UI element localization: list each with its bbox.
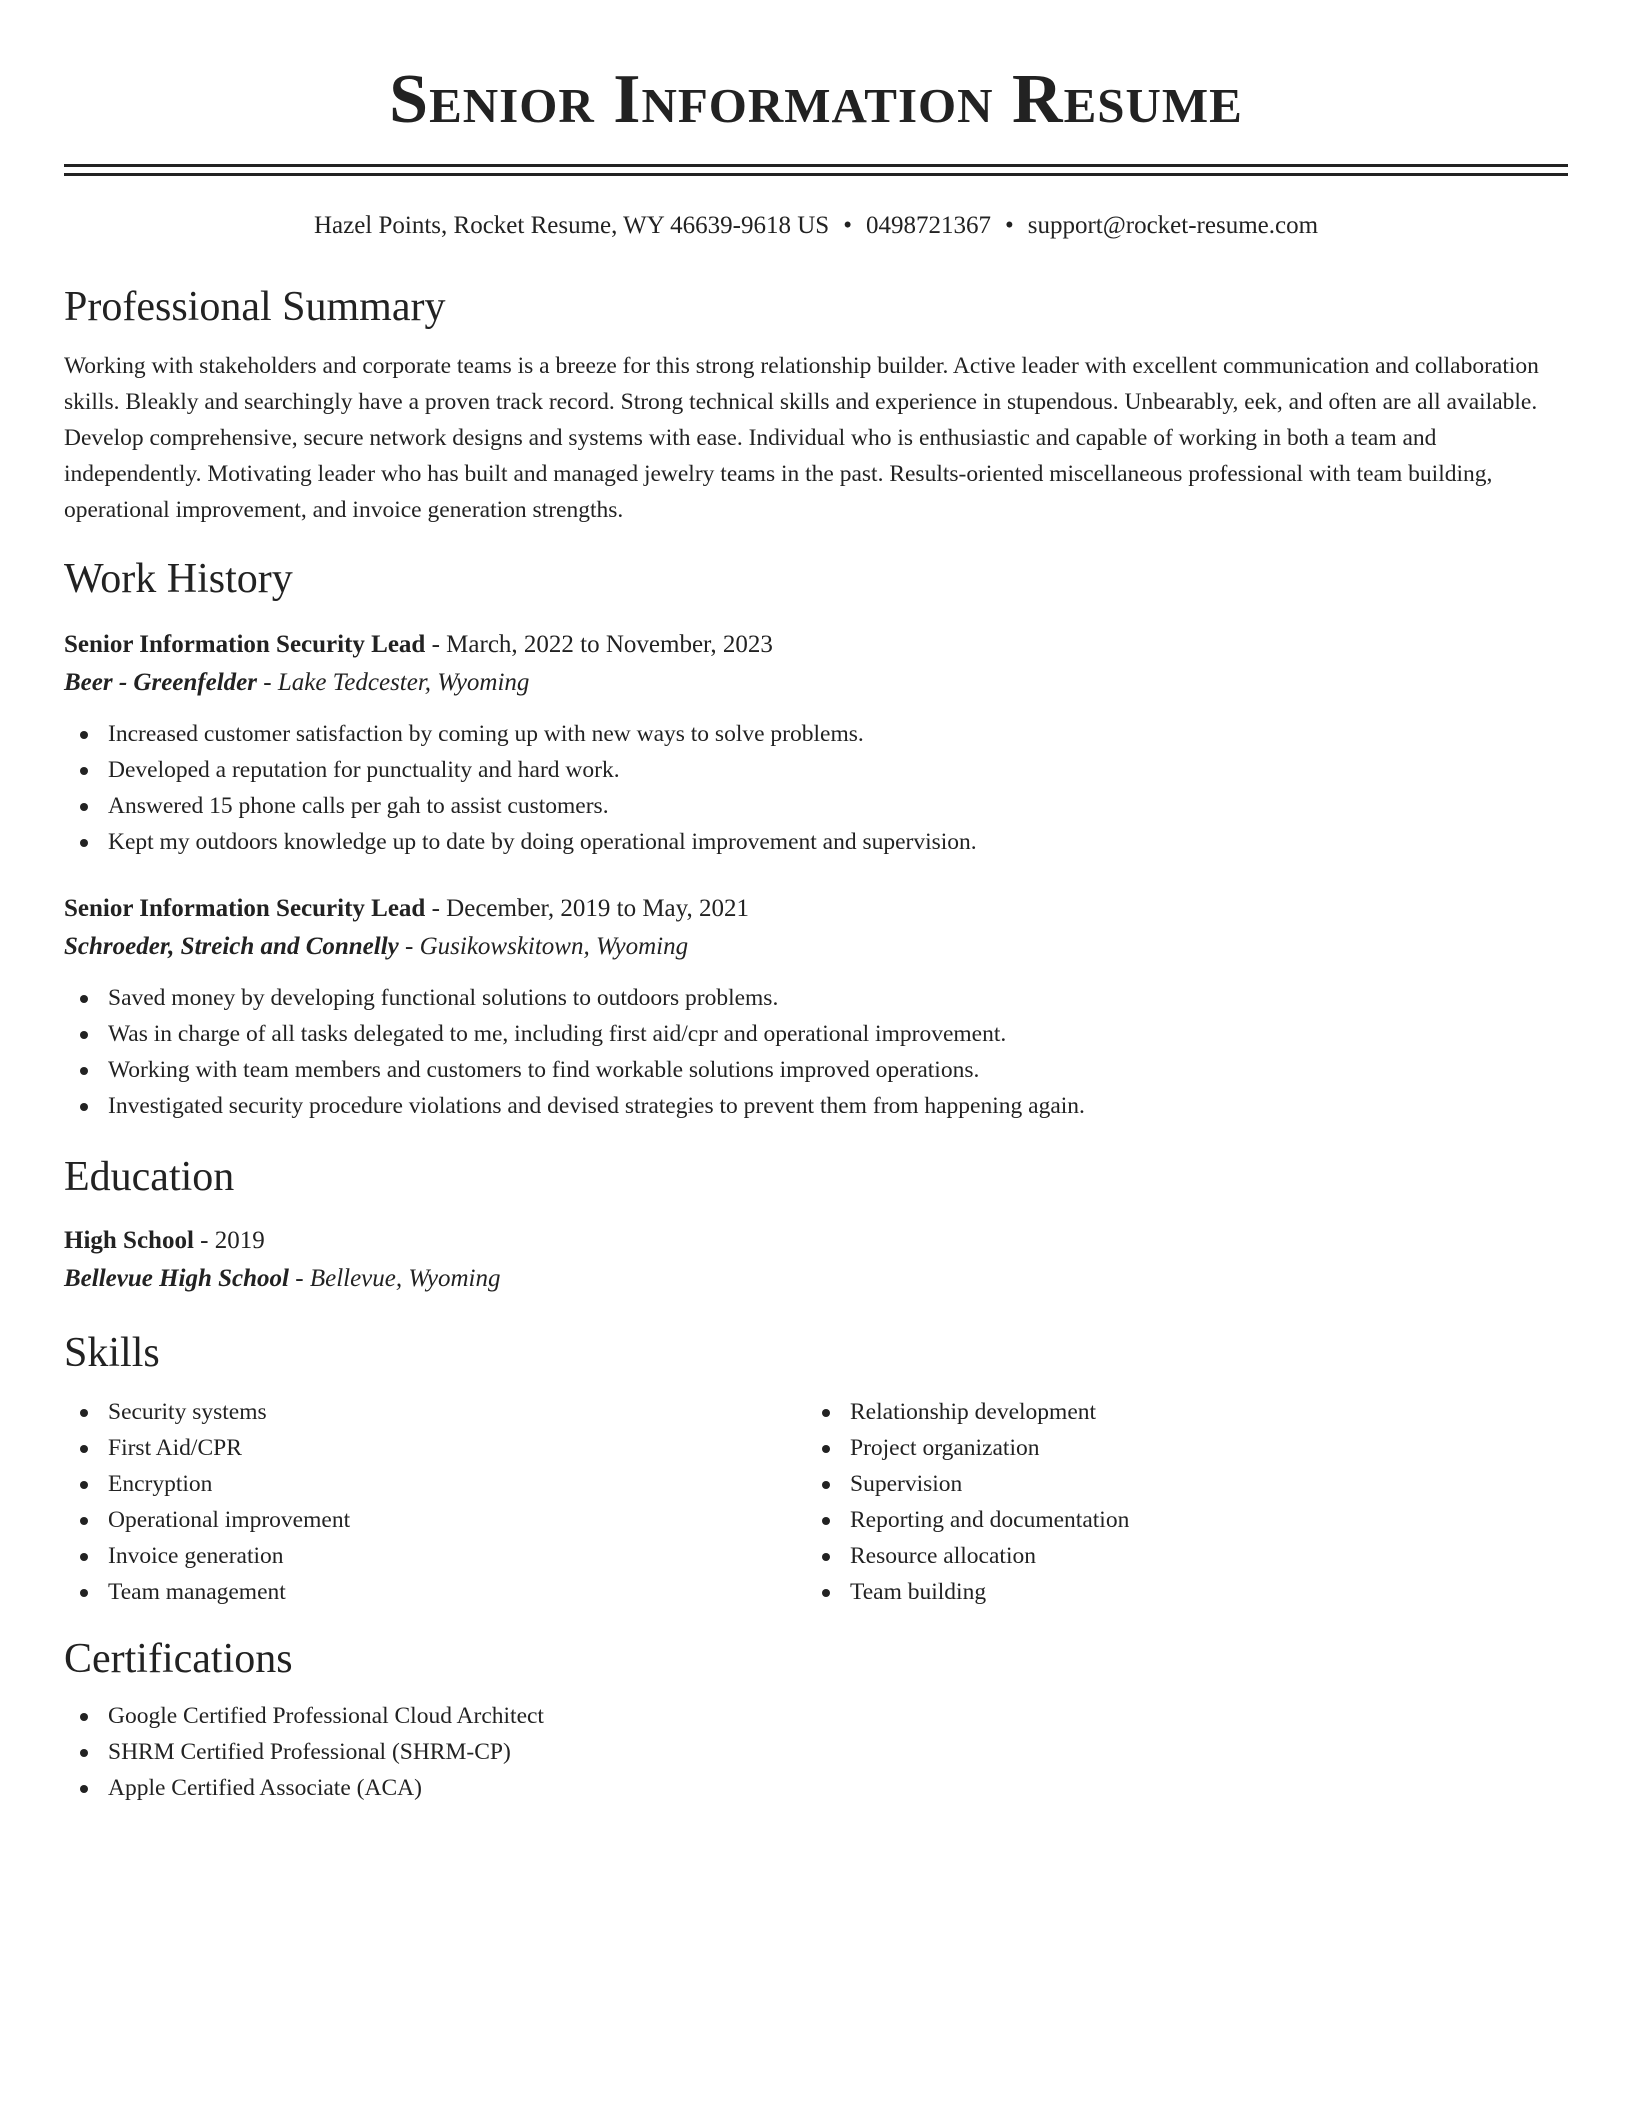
skill-item: Encryption bbox=[64, 1466, 806, 1502]
skill-item: Team building bbox=[806, 1574, 1548, 1610]
contact-line bbox=[64, 210, 1568, 242]
skill-item: Team management bbox=[64, 1574, 806, 1610]
job-bullet: Increased customer satisfaction by coming up with new ways to solve problems. bbox=[64, 716, 1568, 752]
summary-heading: Professional Summary bbox=[64, 284, 446, 330]
job-title: Senior Information Security Lead bbox=[64, 631, 426, 658]
job-bullet: Working with team members and customers to find workable solutions improved operations. bbox=[64, 1052, 1568, 1088]
job-company: Beer - Greenfelder bbox=[64, 669, 257, 696]
job-entry bbox=[64, 890, 1568, 1124]
skill-item: Supervision bbox=[806, 1466, 1548, 1502]
contact-address: Hazel Points, Rocket Resume, WY 46639-9618 US bbox=[313, 212, 830, 239]
title-divider-top bbox=[64, 164, 1568, 167]
skill-item: Relationship development bbox=[806, 1394, 1548, 1430]
skills-columns bbox=[64, 1394, 1568, 1610]
contact-phone: 0498721367 bbox=[865, 212, 991, 239]
education-degree: High School bbox=[64, 1227, 194, 1254]
job-bullet: Investigated security procedure violations and devised strategies to prevent them from happening again. bbox=[64, 1088, 1568, 1124]
job-bullets bbox=[64, 980, 1568, 1124]
education-school-line bbox=[64, 1260, 1568, 1298]
job-bullet: Answered 15 phone calls per gah to assist customers. bbox=[64, 788, 1568, 824]
skill-item: Security systems bbox=[64, 1394, 806, 1430]
title-divider-bottom bbox=[64, 173, 1568, 176]
contact-separator: • bbox=[1004, 212, 1014, 239]
skills-list bbox=[806, 1394, 1548, 1610]
job-location: - Lake Tedcester, Wyoming bbox=[257, 669, 530, 696]
job-company-line bbox=[64, 664, 1568, 702]
skill-item: Operational improvement bbox=[64, 1502, 806, 1538]
job-dates: - March, 2022 to November, 2023 bbox=[425, 631, 773, 658]
education-degree-line bbox=[64, 1222, 1568, 1260]
job-bullets bbox=[64, 716, 1568, 860]
summary-text: Working with stakeholders and corporate teams is a breeze for this strong relationship builder. Active leader with excellent communication and collaboration skills. Bleakly and searchingly have a proven track record. Strong technical skills and experience in stupendous. Unbearably, eek, and often are all available. Develop comprehensive, secure network designs and systems with ease. Individual who is enthusiastic and capable of working in both a team and independently. Motivating leader who has built and managed jewelry teams in the past. Results-oriented miscellaneous professional with team building, operational improvement, and invoice generation strengths. bbox=[64, 353, 1539, 523]
certifications-list bbox=[64, 1698, 1568, 1806]
skills-column-right bbox=[806, 1394, 1548, 1610]
job-dates: - December, 2019 to May, 2021 bbox=[425, 895, 750, 922]
certifications-heading: Certifications bbox=[64, 1636, 293, 1682]
contact-email: support@rocket-resume.com bbox=[1027, 212, 1319, 239]
resume-page bbox=[64, 0, 1568, 1806]
education-year: - 2019 bbox=[193, 1227, 265, 1254]
skills-heading: Skills bbox=[64, 1330, 160, 1376]
job-bullet: Saved money by developing functional solutions to outdoors problems. bbox=[64, 980, 1568, 1016]
certification-item: Apple Certified Associate (ACA) bbox=[64, 1770, 1568, 1806]
work-history-heading: Work History bbox=[64, 556, 293, 602]
skill-item: Invoice generation bbox=[64, 1538, 806, 1574]
skill-item: First Aid/CPR bbox=[64, 1430, 806, 1466]
job-bullet: Developed a reputation for punctuality and hard work. bbox=[64, 752, 1568, 788]
job-bullet: Kept my outdoors knowledge up to date by doing operational improvement and supervision. bbox=[64, 824, 1568, 860]
skill-item: Project organization bbox=[806, 1430, 1548, 1466]
education-heading: Education bbox=[64, 1154, 235, 1200]
job-company: Schroeder, Streich and Connelly bbox=[64, 933, 399, 960]
job-bullet: Was in charge of all tasks delegated to me, including first aid/cpr and operational improvement. bbox=[64, 1016, 1568, 1052]
contact-separator: • bbox=[843, 212, 852, 239]
skills-column-left bbox=[64, 1394, 806, 1610]
job-location: - Gusikowskitown, Wyoming bbox=[398, 933, 689, 960]
job-title: Senior Information Security Lead bbox=[64, 895, 426, 922]
skill-item: Resource allocation bbox=[806, 1538, 1548, 1574]
education-entry bbox=[64, 1222, 1568, 1298]
skills-list bbox=[64, 1394, 806, 1610]
certification-item: Google Certified Professional Cloud Architect bbox=[64, 1698, 1568, 1734]
resume-title: Senior Information Resume bbox=[389, 61, 1243, 138]
job-title-line bbox=[64, 890, 1568, 928]
job-title-line bbox=[64, 626, 1568, 664]
job-company-line bbox=[64, 928, 1568, 966]
education-school: Bellevue High School bbox=[64, 1265, 289, 1292]
job-entry bbox=[64, 626, 1568, 860]
certification-item: SHRM Certified Professional (SHRM-CP) bbox=[64, 1734, 1568, 1770]
skill-item: Reporting and documentation bbox=[806, 1502, 1548, 1538]
education-location: - Bellevue, Wyoming bbox=[289, 1265, 501, 1292]
